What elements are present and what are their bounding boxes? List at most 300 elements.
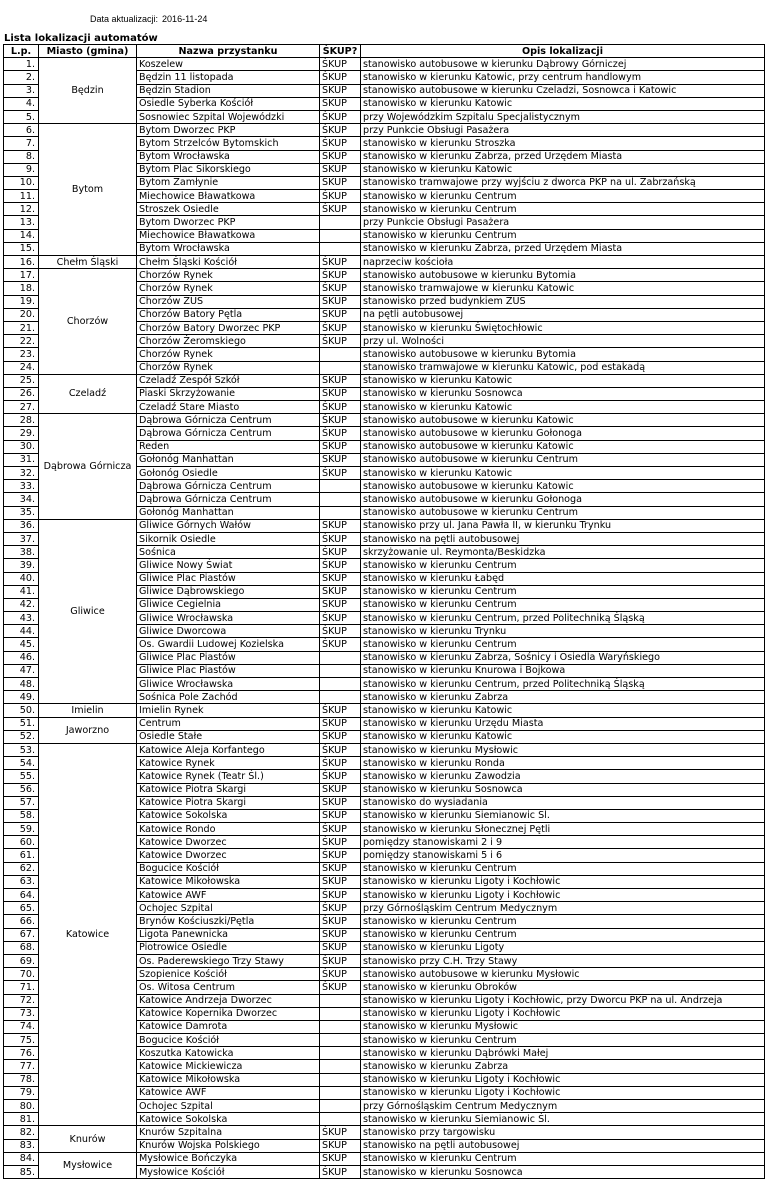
skup-flag: ŚKUP [320,875,361,888]
stop-name: Knurów Szpitalna [137,1126,320,1139]
location-description: stanowisko w kierunku Ligoty [361,941,765,954]
row-number: 70. [4,968,39,981]
skup-flag: ŚKUP [320,374,361,387]
stop-name: Bytom Zamłynie [137,176,320,189]
location-description: stanowisko w kierunku Siemianowic Śl. [361,809,765,822]
row-number: 82. [4,1126,39,1139]
skup-flag: ŚKUP [320,427,361,440]
table-row [4,1152,765,1165]
row-number: 36. [4,519,39,532]
skup-flag [320,348,361,361]
row-number: 51. [4,717,39,730]
stop-name: Mysłowice Kościół [137,1165,320,1178]
stop-name: Sośnica [137,546,320,559]
location-description: stanowisko w kierunku Ligoty i Kochłowic [361,1073,765,1086]
skup-flag: ŚKUP [320,401,361,414]
row-number: 63. [4,875,39,888]
update-label: Data aktualizacji: [90,14,159,24]
row-number: 73. [4,1007,39,1020]
skup-flag: ŚKUP [320,387,361,400]
skup-flag: ŚKUP [320,176,361,189]
skup-flag: ŚKUP [320,1165,361,1178]
stop-name: Sikornik Osiedle [137,532,320,545]
location-description: stanowisko w kierunku Katowic [361,163,765,176]
skup-flag: ŚKUP [320,84,361,97]
location-description: stanowisko przy ul. Jana Pawła II, w kierunku Trynku [361,519,765,532]
location-description: stanowisko w kierunku Katowic [361,467,765,480]
stop-name: Katowice Rynek (Teatr Śl.) [137,770,320,783]
skup-flag: ŚKUP [320,572,361,585]
skup-flag: ŚKUP [320,203,361,216]
stop-name: Gliwice Dąbrowskiego [137,585,320,598]
row-number: 52. [4,730,39,743]
stop-name: Katowice Mickiewicza [137,1060,320,1073]
skup-flag: ŚKUP [320,97,361,110]
row-number: 54. [4,757,39,770]
update-info [90,14,211,24]
stop-name: Katowice AWF [137,889,320,902]
location-description: stanowisko tramwajowe w kierunku Katowic [361,282,765,295]
location-description: stanowisko w kierunku Słonecznej Pętli [361,823,765,836]
stop-name: Czeladź Zespół Szkół [137,374,320,387]
skup-flag [320,678,361,691]
skup-flag [320,1007,361,1020]
stop-name: Katowice Mikołowska [137,1073,320,1086]
row-number: 49. [4,691,39,704]
row-number: 41. [4,585,39,598]
stop-name: Sosnowiec Szpital Wojewódzki [137,110,320,123]
row-number: 78. [4,1073,39,1086]
row-number: 46. [4,651,39,664]
location-description: stanowisko w kierunku Katowic [361,401,765,414]
stop-name: Ligota Panewnicka [137,928,320,941]
location-description: stanowisko w kierunku Centrum, przed Politechniką Śląską [361,678,765,691]
location-description: stanowisko w kierunku Katowic, przy centrum handlowym [361,71,765,84]
location-description: stanowisko w kierunku Dąbrówki Małej [361,1047,765,1060]
location-description: stanowisko w kierunku Mysłowic [361,743,765,756]
row-number: 10. [4,176,39,189]
city-cell: Dąbrowa Górnicza [39,414,137,520]
skup-flag: ŚKUP [320,783,361,796]
location-description: stanowisko w kierunku Centrum, przed Politechniką Śląską [361,612,765,625]
row-number: 13. [4,216,39,229]
row-number: 60. [4,836,39,849]
stop-name: Chorzów Rynek [137,269,320,282]
table-row [4,414,765,427]
stop-name: Osiedle Stałe [137,730,320,743]
city-cell: Będzin [39,58,137,124]
row-number: 75. [4,1034,39,1047]
location-description: pomiędzy stanowiskami 2 i 9 [361,836,765,849]
row-number: 21. [4,321,39,334]
row-number: 38. [4,546,39,559]
stop-name: Chorzów Rynek [137,361,320,374]
skup-flag: ŚKUP [320,849,361,862]
location-description: skrzyżowanie ul. Reymonta/Beskidzka [361,546,765,559]
row-number: 77. [4,1060,39,1073]
stop-name: Os. Witosa Centrum [137,981,320,994]
location-description: stanowisko tramwajowe przy wyjściu z dworca PKP na ul. Zabrzańską [361,176,765,189]
stop-name: Dąbrowa Górnicza Centrum [137,414,320,427]
skup-flag: ŚKUP [320,1139,361,1152]
location-description: stanowisko w kierunku Centrum [361,928,765,941]
stop-name: Katowice Sokolska [137,809,320,822]
row-number: 20. [4,308,39,321]
header-description: Opis lokalizacji [361,45,765,58]
stop-name: Dąbrowa Górnicza Centrum [137,480,320,493]
location-description: stanowisko w kierunku Ligoty i Kochłowic [361,1086,765,1099]
location-description: stanowisko w kierunku Łabęd [361,572,765,585]
stop-name: Imielin Rynek [137,704,320,717]
skup-flag: ŚKUP [320,585,361,598]
row-number: 15. [4,242,39,255]
location-description: stanowisko autobusowe w kierunku Centrum [361,453,765,466]
stop-name: Reden [137,440,320,453]
stop-name: Katowice Andrzeja Dworzec [137,994,320,1007]
stop-name: Gołonóg Manhattan [137,506,320,519]
table-row [4,58,765,71]
location-description: stanowisko w kierunku Centrum [361,1152,765,1165]
city-cell: Bytom [39,124,137,256]
skup-flag: ŚKUP [320,190,361,203]
location-description: stanowisko przy targowisku [361,1126,765,1139]
skup-flag: ŚKUP [320,770,361,783]
row-number: 42. [4,598,39,611]
row-number: 35. [4,506,39,519]
skup-flag: ŚKUP [320,809,361,822]
row-number: 65. [4,902,39,915]
skup-flag: ŚKUP [320,889,361,902]
location-description: stanowisko w kierunku Stroszka [361,137,765,150]
stop-name: Chorzów Batory Pętla [137,308,320,321]
stop-name: Katowice AWF [137,1086,320,1099]
stop-name: Katowice Mikołowska [137,875,320,888]
skup-flag: ŚKUP [320,124,361,137]
stop-name: Katowice Rondo [137,823,320,836]
row-number: 30. [4,440,39,453]
stop-name: Czeladź Stare Miasto [137,401,320,414]
skup-flag [320,1100,361,1113]
stop-name: Gliwice Dworcowa [137,625,320,638]
location-description: stanowisko autobusowe w kierunku Gołonoga [361,493,765,506]
stop-name: Gliwice Plac Piastów [137,664,320,677]
stop-name: Miechowice Bławatkowa [137,190,320,203]
row-number: 23. [4,348,39,361]
stop-name: Katowice Damrota [137,1020,320,1033]
row-number: 7. [4,137,39,150]
skup-flag [320,1047,361,1060]
stop-name: Katowice Piotra Skargi [137,796,320,809]
skup-flag [320,361,361,374]
skup-flag [320,1073,361,1086]
stop-name: Bogucice Kościół [137,862,320,875]
stop-name: Bytom Dworzec PKP [137,216,320,229]
location-description: stanowisko w kierunku Katowic [361,97,765,110]
location-description: stanowisko w kierunku Obroków [361,981,765,994]
row-number: 83. [4,1139,39,1152]
row-number: 19. [4,295,39,308]
location-description: stanowisko w kierunku Centrum [361,585,765,598]
stop-name: Os. Paderewskiego Trzy Stawy [137,954,320,967]
location-description: stanowisko autobusowe w kierunku Dąbrowy Górniczej [361,58,765,71]
location-description: stanowisko w kierunku Centrum [361,203,765,216]
location-description: stanowisko autobusowe w kierunku Katowic [361,414,765,427]
table-header-row [4,45,765,58]
table-row [4,717,765,730]
location-description: stanowisko w kierunku Trynku [361,625,765,638]
stop-name: Bytom Wrocławska [137,242,320,255]
skup-flag [320,242,361,255]
row-number: 66. [4,915,39,928]
skup-flag: ŚKUP [320,546,361,559]
table-row [4,124,765,137]
skup-flag: ŚKUP [320,532,361,545]
row-number: 27. [4,401,39,414]
stop-name: Będzin Stadion [137,84,320,97]
row-number: 24. [4,361,39,374]
skup-flag: ŚKUP [320,981,361,994]
stop-name: Katowice Aleja Korfantego [137,743,320,756]
row-number: 37. [4,532,39,545]
stop-name: Centrum [137,717,320,730]
stop-name: Będzin 11 listopada [137,71,320,84]
location-description: stanowisko w kierunku Centrum [361,229,765,242]
skup-flag [320,1113,361,1126]
location-description: stanowisko w kierunku Urzędu Miasta [361,717,765,730]
table-body [4,58,765,1179]
stop-name: Miechowice Bławatkowa [137,229,320,242]
row-number: 22. [4,335,39,348]
stop-name: Ochojec Szpital [137,1100,320,1113]
stop-name: Chorzów Batory Dworzec PKP [137,321,320,334]
row-number: 48. [4,678,39,691]
row-number: 56. [4,783,39,796]
row-number: 62. [4,862,39,875]
skup-flag: ŚKUP [320,467,361,480]
stop-name: Gliwice Nowy Świat [137,559,320,572]
location-description: stanowisko na pętli autobusowej [361,532,765,545]
skup-flag: ŚKUP [320,282,361,295]
stop-name: Chorzów Rynek [137,282,320,295]
city-cell: Knurów [39,1126,137,1152]
stop-name: Brynów Kościuszki/Pętla [137,915,320,928]
location-description: stanowisko w kierunku Centrum [361,559,765,572]
skup-flag: ŚKUP [320,968,361,981]
skup-flag: ŚKUP [320,638,361,651]
location-description: przy Górnośląskim Centrum Medycznym [361,902,765,915]
row-number: 64. [4,889,39,902]
stop-name: Ochojec Szpital [137,902,320,915]
skup-flag: ŚKUP [320,743,361,756]
row-number: 33. [4,480,39,493]
skup-flag: ŚKUP [320,928,361,941]
stop-name: Chorzów Żeromskiego [137,335,320,348]
locations-table [3,44,765,1179]
row-number: 18. [4,282,39,295]
table-row [4,269,765,282]
location-description: stanowisko w kierunku Ligoty i Kochłowic, przy Dworcu PKP na ul. Andrzeja [361,994,765,1007]
location-description: stanowisko przed budynkiem ZUS [361,295,765,308]
skup-flag: ŚKUP [320,414,361,427]
row-number: 40. [4,572,39,585]
location-description: stanowisko w kierunku Świętochłowic [361,321,765,334]
row-number: 50. [4,704,39,717]
stop-name: Chorzów Rynek [137,348,320,361]
location-description: stanowisko do wysiadania [361,796,765,809]
skup-flag [320,480,361,493]
row-number: 85. [4,1165,39,1178]
stop-name: Gołonóg Manhattan [137,453,320,466]
row-number: 3. [4,84,39,97]
location-description: stanowisko w kierunku Ronda [361,757,765,770]
row-number: 25. [4,374,39,387]
skup-flag: ŚKUP [320,625,361,638]
row-number: 59. [4,823,39,836]
location-description: naprzeciw kościoła [361,256,765,269]
skup-flag [320,506,361,519]
skup-flag: ŚKUP [320,71,361,84]
skup-flag: ŚKUP [320,150,361,163]
stop-name: Piaski Skrzyżowanie [137,387,320,400]
location-description: stanowisko w kierunku Katowic [361,704,765,717]
table-row [4,519,765,532]
skup-flag: ŚKUP [320,704,361,717]
row-number: 61. [4,849,39,862]
skup-flag: ŚKUP [320,110,361,123]
row-number: 34. [4,493,39,506]
update-date: 2016-11-24 [162,14,208,24]
row-number: 71. [4,981,39,994]
row-number: 26. [4,387,39,400]
skup-flag [320,493,361,506]
location-description: stanowisko w kierunku Katowic [361,374,765,387]
table-row [4,1126,765,1139]
location-description: stanowisko w kierunku Zabrza, Sośnicy i Osiedla Waryńskiego [361,651,765,664]
row-number: 53. [4,743,39,756]
row-number: 43. [4,612,39,625]
row-number: 45. [4,638,39,651]
location-description: na pętli autobusowej [361,308,765,321]
skup-flag [320,1086,361,1099]
location-description: stanowisko w kierunku Centrum [361,862,765,875]
location-description: stanowisko autobusowe w kierunku Bytomia [361,348,765,361]
row-number: 28. [4,414,39,427]
skup-flag: ŚKUP [320,137,361,150]
header-skup: ŚKUP? [320,45,361,58]
stop-name: Dąbrowa Górnicza Centrum [137,493,320,506]
stop-name: Gołonóg Osiedle [137,467,320,480]
city-cell: Jaworzno [39,717,137,743]
skup-flag [320,1060,361,1073]
location-description: przy Punkcie Obsługi Pasażera [361,216,765,229]
skup-flag: ŚKUP [320,308,361,321]
stop-name: Bytom Dworzec PKP [137,124,320,137]
stop-name: Gliwice Plac Piastów [137,651,320,664]
stop-name: Gliwice Górnych Wałów [137,519,320,532]
location-description: stanowisko w kierunku Ligoty i Kochłowic [361,1007,765,1020]
stop-name: Katowice Dworzec [137,836,320,849]
skup-flag: ŚKUP [320,559,361,572]
row-number: 4. [4,97,39,110]
row-number: 79. [4,1086,39,1099]
location-description: stanowisko w kierunku Zabrza [361,691,765,704]
skup-flag: ŚKUP [320,954,361,967]
stop-name: Knurów Wojska Polskiego [137,1139,320,1152]
location-description: stanowisko w kierunku Centrum [361,598,765,611]
location-description: stanowisko w kierunku Ligoty i Kochłowic [361,875,765,888]
location-description: stanowisko autobusowe w kierunku Katowic [361,480,765,493]
location-description: stanowisko w kierunku Ligoty i Kochłowic [361,889,765,902]
location-description: stanowisko autobusowe w kierunku Katowic [361,440,765,453]
location-description: stanowisko tramwajowe w kierunku Katowic, pod estakadą [361,361,765,374]
row-number: 6. [4,124,39,137]
stop-name: Katowice Sokolska [137,1113,320,1126]
location-description: stanowisko w kierunku Zabrza, przed Urzędem Miasta [361,242,765,255]
skup-flag: ŚKUP [320,730,361,743]
list-title: Lista lokalizacji automatów [4,33,158,44]
skup-flag [320,216,361,229]
stop-name: Os. Gwardii Ludowej Kozielska [137,638,320,651]
location-description: stanowisko w kierunku Sosnowca [361,1165,765,1178]
skup-flag: ŚKUP [320,269,361,282]
row-number: 8. [4,150,39,163]
skup-flag [320,1034,361,1047]
location-description: stanowisko przy C.H. Trzy Stawy [361,954,765,967]
stop-name: Gliwice Wrocławska [137,612,320,625]
location-description: przy Górnośląskim Centrum Medycznym [361,1100,765,1113]
stop-name: Stroszek Osiedle [137,203,320,216]
row-number: 74. [4,1020,39,1033]
row-number: 84. [4,1152,39,1165]
location-description: stanowisko w kierunku Siemianowic Śl. [361,1113,765,1126]
skup-flag: ŚKUP [320,1152,361,1165]
city-cell: Imielin [39,704,137,717]
header-lp: L.p. [4,45,39,58]
stop-name: Katowice Piotra Skargi [137,783,320,796]
row-number: 72. [4,994,39,1007]
stop-name: Katowice Rynek [137,757,320,770]
row-number: 55. [4,770,39,783]
skup-flag: ŚKUP [320,256,361,269]
stop-name: Chorzów ZUS [137,295,320,308]
row-number: 47. [4,664,39,677]
location-description: pomiędzy stanowiskami 5 i 6 [361,849,765,862]
skup-flag: ŚKUP [320,598,361,611]
city-cell: Chorzów [39,269,137,375]
row-number: 29. [4,427,39,440]
row-number: 5. [4,110,39,123]
stop-name: Piotrowice Osiedle [137,941,320,954]
skup-flag: ŚKUP [320,796,361,809]
location-description: stanowisko w kierunku Katowic [361,730,765,743]
skup-flag: ŚKUP [320,941,361,954]
location-description: stanowisko w kierunku Zawodzia [361,770,765,783]
location-description: stanowisko na pętli autobusowej [361,1139,765,1152]
stop-name: Gliwice Wrocławska [137,678,320,691]
location-description: przy ul. Wolności [361,335,765,348]
location-description: przy Wojewódzkim Szpitalu Specjalistycznym [361,110,765,123]
stop-name: Bogucice Kościół [137,1034,320,1047]
skup-flag: ŚKUP [320,58,361,71]
skup-flag [320,691,361,704]
stop-name: Gliwice Cegielnia [137,598,320,611]
city-cell: Mysłowice [39,1152,137,1178]
skup-flag [320,651,361,664]
location-description: stanowisko autobusowe w kierunku Czeladzi, Sosnowca i Katowic [361,84,765,97]
row-number: 9. [4,163,39,176]
stop-name: Mysłowice Bończyka [137,1152,320,1165]
skup-flag: ŚKUP [320,335,361,348]
